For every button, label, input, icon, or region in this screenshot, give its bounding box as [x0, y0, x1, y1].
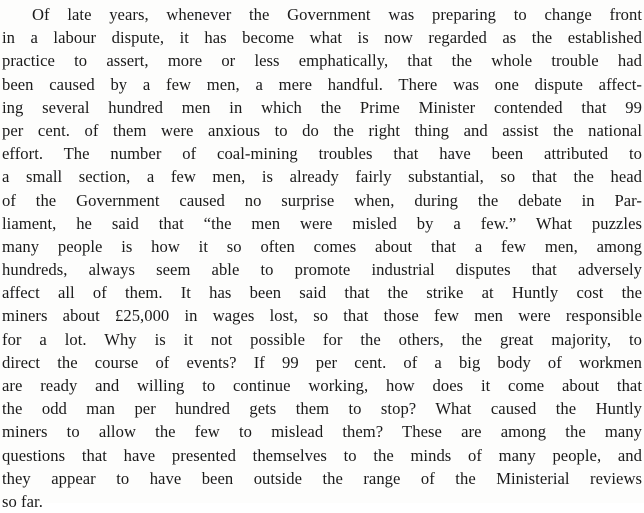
text-line: Of late years, whenever the Government was preparing to change front — [32, 5, 642, 24]
text-line: are ready and willing to continue working, how does it come about that — [2, 376, 642, 395]
text-line: been caused by a few men, a mere handful. There was one dispute affect- — [2, 74, 642, 94]
text-line: of the Government caused no surprise when, during the debate in Par- — [2, 190, 642, 210]
text-line: practice to assert, more or less emphatically, that the whole trouble had — [2, 51, 642, 71]
text-line: ing several hundred men in which the Prime Minister contended that 99 — [2, 97, 642, 117]
text-line: a small section, a few men, is already fairly substantial, so that the head — [2, 167, 642, 187]
text-line: affect all of them. It has been said that the strike at Huntly cost the — [2, 283, 642, 303]
text-line: per cent. of them were anxious to do the right thing and assist the national — [2, 120, 642, 140]
text-line: for a lot. Why is it not possible for the others, the great majority, to — [2, 329, 642, 349]
text-line: in a labour dispute, it has become what is now regarded as the established — [2, 28, 642, 48]
text-line: questions that have presented themselves to the minds of many people, and — [2, 445, 642, 465]
text-line: they appear to have been outside the range of the Ministerial reviews — [2, 468, 642, 488]
text-line: effort. The number of coal-mining troubles that have been attributed to — [2, 144, 642, 164]
text-line: the odd man per hundred gets them to stop? What caused the Huntly — [2, 399, 642, 419]
text-line: hundreds, always seem able to promote industrial disputes that adversely — [2, 260, 642, 280]
text-line: many people is how it so often comes about that a few men, among — [2, 236, 642, 256]
text-line: miners to allow the few to mislead them? These are among the many — [2, 422, 642, 442]
text-line: liament, he said that “the men were misled by a few.” What puzzles — [2, 213, 642, 233]
text-line: so far. — [2, 491, 43, 511]
text-line: direct the course of events? If 99 per cent. of a big body of workmen — [2, 352, 642, 372]
text-line: miners about £25,000 in wages lost, so that those few men were responsible — [2, 306, 642, 326]
article-paragraph — [2, 3, 642, 513]
